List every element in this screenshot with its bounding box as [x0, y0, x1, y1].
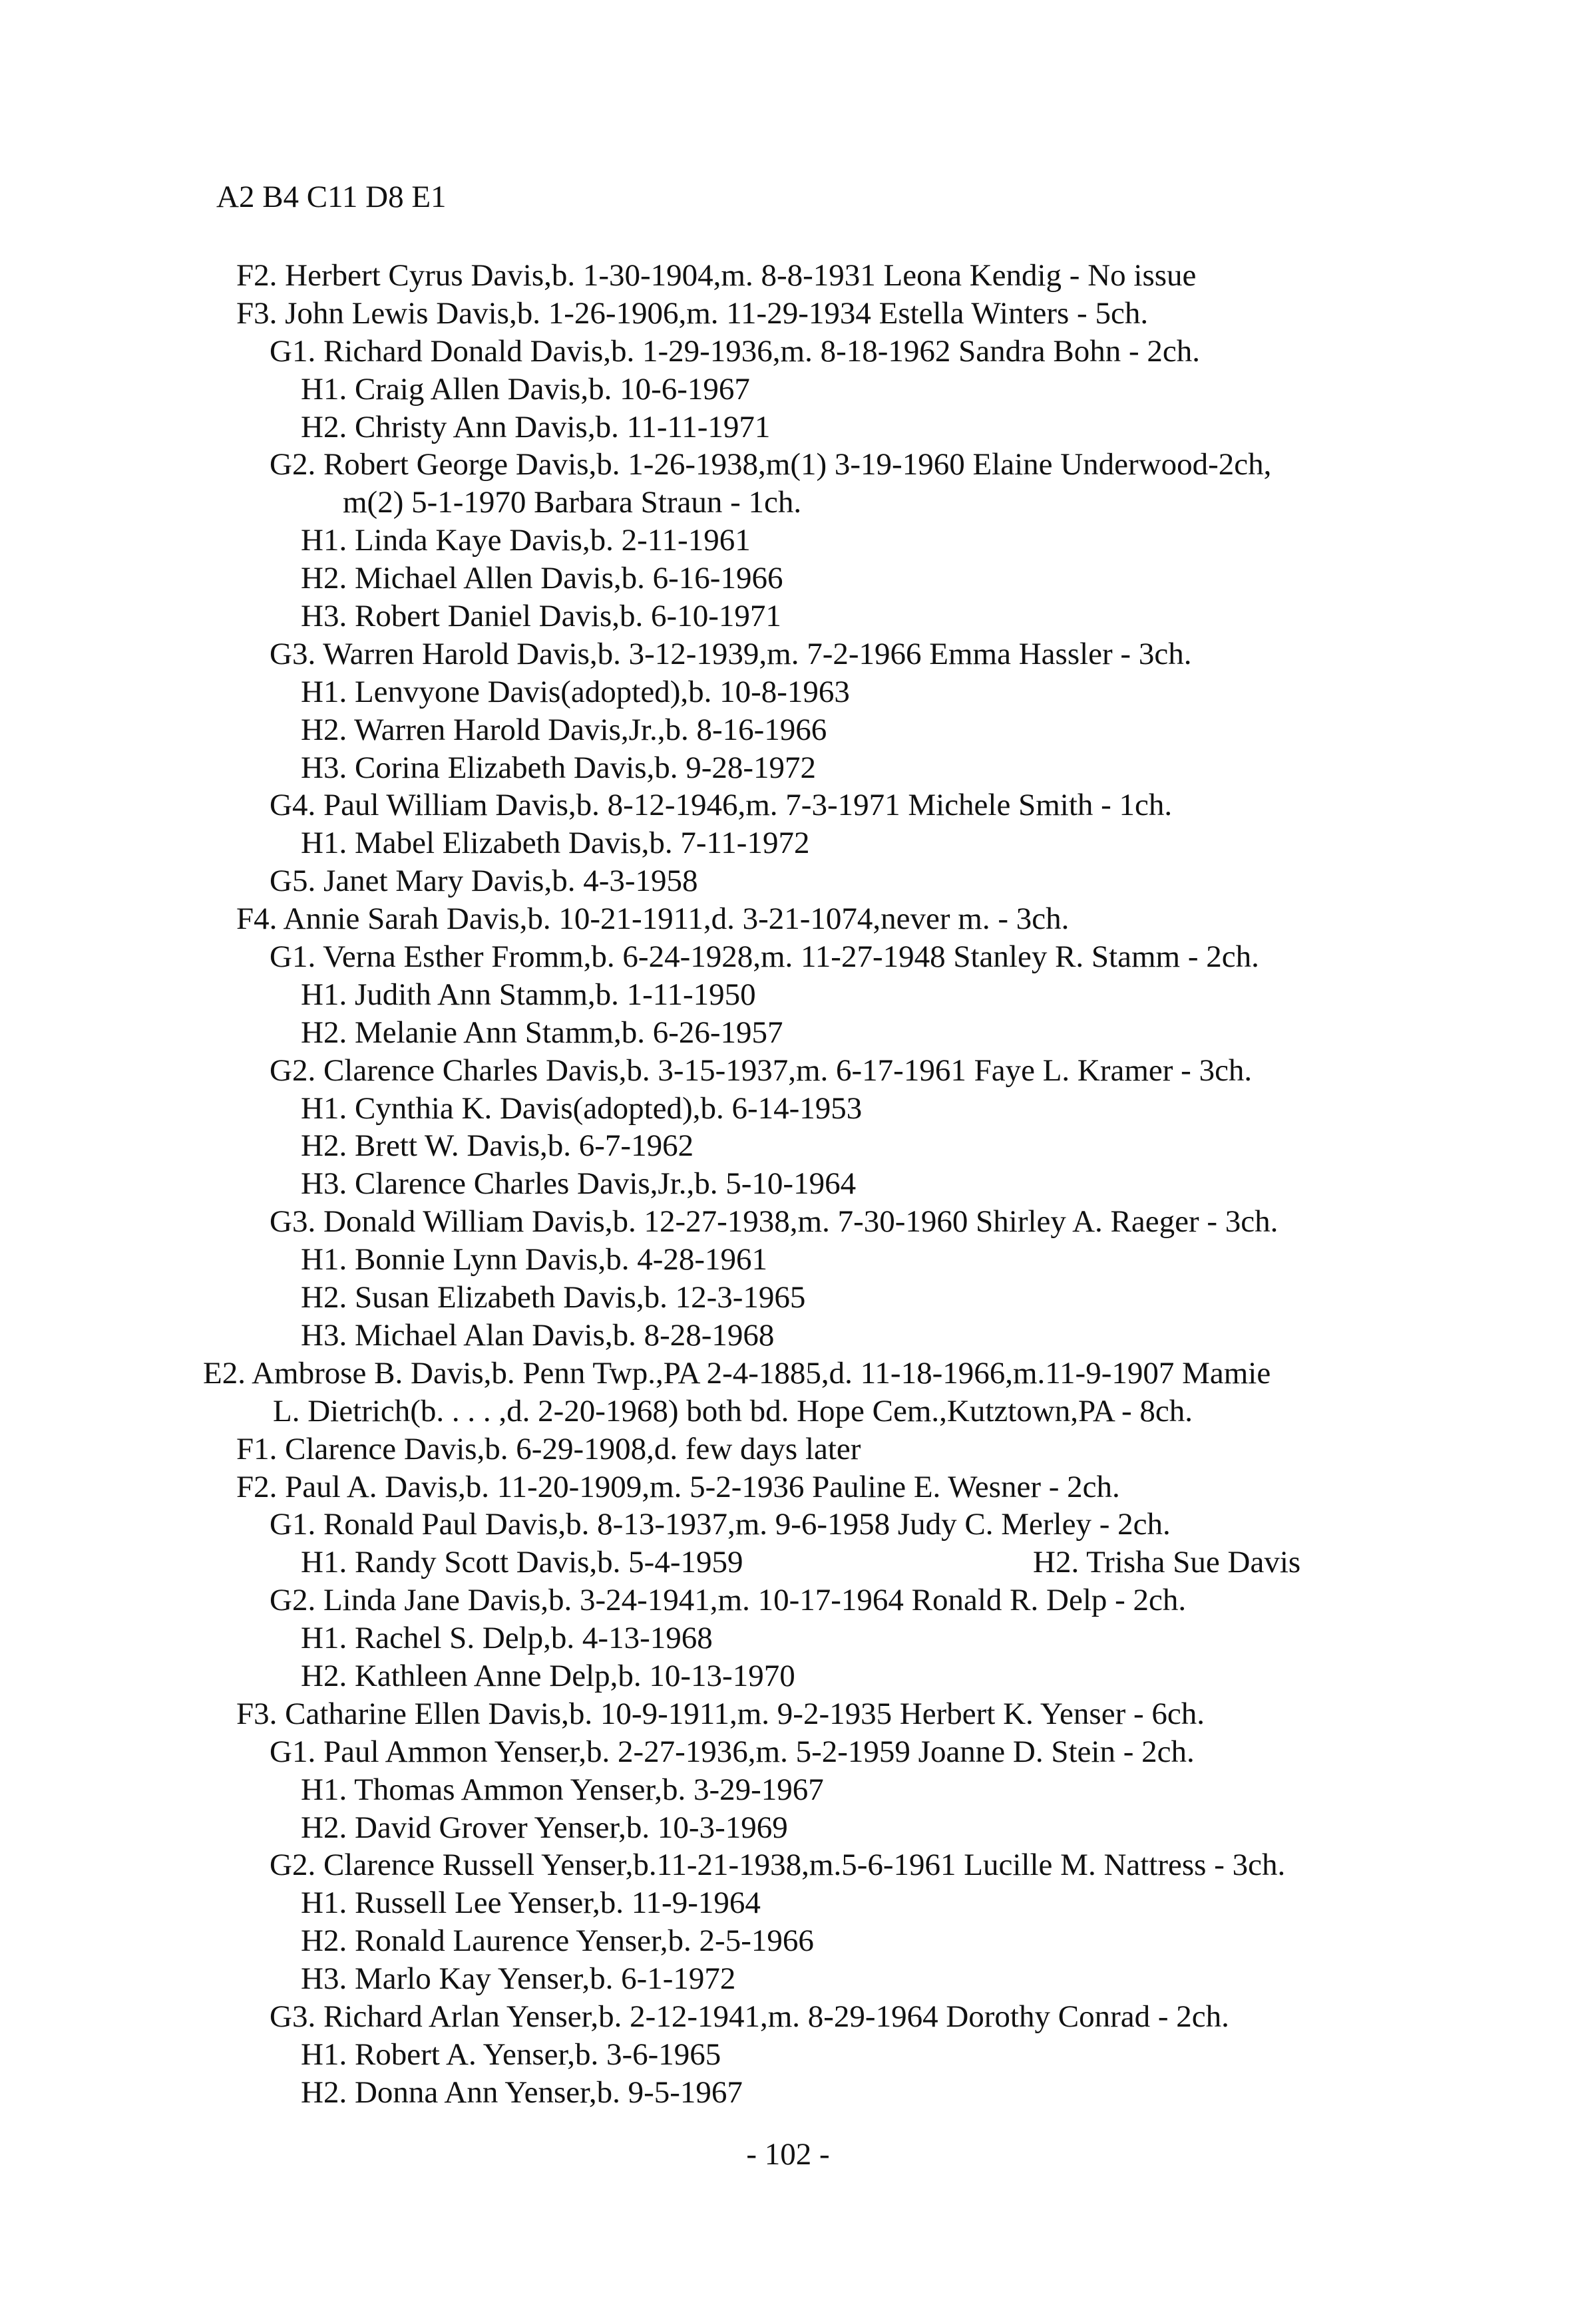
- genealogy-line: H2. Melanie Ann Stamm,b. 6-26-1957: [301, 1015, 783, 1050]
- genealogy-line: H1. Thomas Ammon Yenser,b. 3-29-1967: [301, 1772, 824, 1807]
- genealogy-line: H2. Michael Allen Davis,b. 6-16-1966: [301, 561, 783, 596]
- genealogy-line: H1. Judith Ann Stamm,b. 1-11-1950: [301, 977, 756, 1012]
- genealogy-entries: [0, 257, 1576, 2112]
- genealogy-line: G1. Richard Donald Davis,b. 1-29-1936,m. 8-18-1962 Sandra Bohn - 2ch.: [270, 333, 1201, 369]
- genealogy-line: G1. Verna Esther Fromm,b. 6-24-1928,m. 11-27-1948 Stanley R. Stamm - 2ch.: [270, 939, 1259, 975]
- genealogy-line: G2. Linda Jane Davis,b. 3-24-1941,m. 10-17-1964 Ronald R. Delp - 2ch.: [270, 1583, 1187, 1618]
- genealogy-line: F4. Annie Sarah Davis,b. 10-21-1911,d. 3-21-1074,never m. - 3ch.: [236, 902, 1070, 937]
- genealogy-line: H3. Robert Daniel Davis,b. 6-10-1971: [301, 599, 781, 634]
- genealogy-line: F2. Herbert Cyrus Davis,b. 1-30-1904,m. 8-8-1931 Leona Kendig - No issue: [236, 258, 1197, 293]
- genealogy-line: H1. Lenvyone Davis(adopted),b. 10-8-1963: [301, 674, 850, 709]
- genealogy-line: G1. Paul Ammon Yenser,b. 2-27-1936,m. 5-2-1959 Joanne D. Stein - 2ch.: [270, 1734, 1195, 1769]
- genealogy-line: H2. Brett W. Davis,b. 6-7-1962: [301, 1128, 694, 1164]
- genealogy-line: F3. John Lewis Davis,b. 1-26-1906,m. 11-29-1934 Estella Winters - 5ch.: [236, 295, 1149, 331]
- genealogy-line: H1. Linda Kaye Davis,b. 2-11-1961: [301, 523, 751, 558]
- genealogy-line: H1. Robert A. Yenser,b. 3-6-1965: [301, 2037, 721, 2072]
- genealogy-line: H2. Christy Ann Davis,b. 11-11-1971: [301, 409, 771, 444]
- genealogy-line-second-text: H2. Trisha Sue Davis: [1033, 1545, 1301, 1580]
- genealogy-line: G1. Ronald Paul Davis,b. 8-13-1937,m. 9-6-1958 Judy C. Merley - 2ch.: [270, 1507, 1171, 1542]
- genealogy-line: H1. Bonnie Lynn Davis,b. 4-28-1961: [301, 1242, 768, 1277]
- genealogy-line: G2. Clarence Russell Yenser,b.11-21-1938,m.5-6-1961 Lucille M. Nattress - 3ch.: [270, 1848, 1286, 1883]
- genealogy-line: G2. Clarence Charles Davis,b. 3-15-1937,m. 6-17-1961 Faye L. Kramer - 3ch.: [270, 1053, 1253, 1088]
- genealogy-line: E2. Ambrose B. Davis,b. Penn Twp.,PA 2-4-1885,d. 11-18-1966,m.11-9-1907 Mamie: [203, 1355, 1271, 1391]
- genealogy-line: H3. Michael Alan Davis,b. 8-28-1968: [301, 1317, 775, 1353]
- genealogy-line: H2. Kathleen Anne Delp,b. 10-13-1970: [301, 1658, 795, 1693]
- genealogy-line: H2. Susan Elizabeth Davis,b. 12-3-1965: [301, 1280, 806, 1315]
- page-number: - 102 -: [746, 2137, 830, 2172]
- genealogy-line: G3. Richard Arlan Yenser,b. 2-12-1941,m. 8-29-1964 Dorothy Conrad - 2ch.: [270, 1999, 1229, 2034]
- genealogy-line: H1. Cynthia K. Davis(adopted),b. 6-14-1953: [301, 1090, 863, 1126]
- genealogy-line: H1. Mabel Elizabeth Davis,b. 7-11-1972: [301, 826, 810, 861]
- genealogy-line: H3. Marlo Kay Yenser,b. 6-1-1972: [301, 1961, 736, 1997]
- genealogy-line: H1. Russell Lee Yenser,b. 11-9-1964: [301, 1886, 761, 1921]
- genealogy-line: G4. Paul William Davis,b. 8-12-1946,m. 7-3-1971 Michele Smith - 1ch.: [270, 788, 1173, 823]
- genealogy-line: F3. Catharine Ellen Davis,b. 10-9-1911,m. 9-2-1935 Herbert K. Yenser - 6ch.: [236, 1696, 1205, 1731]
- genealogy-line: m(2) 5-1-1970 Barbara Straun - 1ch.: [343, 485, 802, 520]
- page-header: A2 B4 C11 D8 E1: [216, 180, 447, 214]
- genealogy-line: H2. Warren Harold Davis,Jr.,b. 8-16-1966: [301, 712, 827, 747]
- genealogy-line: G3. Warren Harold Davis,b. 3-12-1939,m. 7-2-1966 Emma Hassler - 3ch.: [270, 636, 1192, 671]
- genealogy-line: H2. Ronald Laurence Yenser,b. 2-5-1966: [301, 1923, 814, 1959]
- genealogy-line: G5. Janet Mary Davis,b. 4-3-1958: [270, 864, 698, 899]
- genealogy-line: H3. Clarence Charles Davis,Jr.,b. 5-10-1964: [301, 1166, 857, 1202]
- genealogy-line: L. Dietrich(b. . . . ,d. 2-20-1968) both bd. Hope Cem.,Kutztown,PA - 8ch.: [273, 1393, 1193, 1428]
- genealogy-line: F1. Clarence Davis,b. 6-29-1908,d. few days later: [236, 1431, 861, 1466]
- genealogy-line: H2. Donna Ann Yenser,b. 9-5-1967: [301, 2075, 743, 2110]
- genealogy-line: H1. Rachel S. Delp,b. 4-13-1968: [301, 1621, 713, 1656]
- genealogy-line: H2. David Grover Yenser,b. 10-3-1969: [301, 1810, 788, 1845]
- genealogy-line: F2. Paul A. Davis,b. 11-20-1909,m. 5-2-1936 Pauline E. Wesner - 2ch.: [236, 1469, 1120, 1504]
- genealogy-line: G2. Robert George Davis,b. 1-26-1938,m(1) 3-19-1960 Elaine Underwood-2ch,: [270, 447, 1272, 482]
- genealogy-line: [0, 1544, 1576, 1581]
- genealogy-line-text: H1. Randy Scott Davis,b. 5-4-1959: [301, 1545, 743, 1580]
- genealogy-line: H3. Corina Elizabeth Davis,b. 9-28-1972: [301, 750, 817, 785]
- genealogy-line: H1. Craig Allen Davis,b. 10-6-1967: [301, 371, 750, 407]
- genealogy-line: G3. Donald William Davis,b. 12-27-1938,m. 7-30-1960 Shirley A. Raeger - 3ch.: [270, 1204, 1279, 1240]
